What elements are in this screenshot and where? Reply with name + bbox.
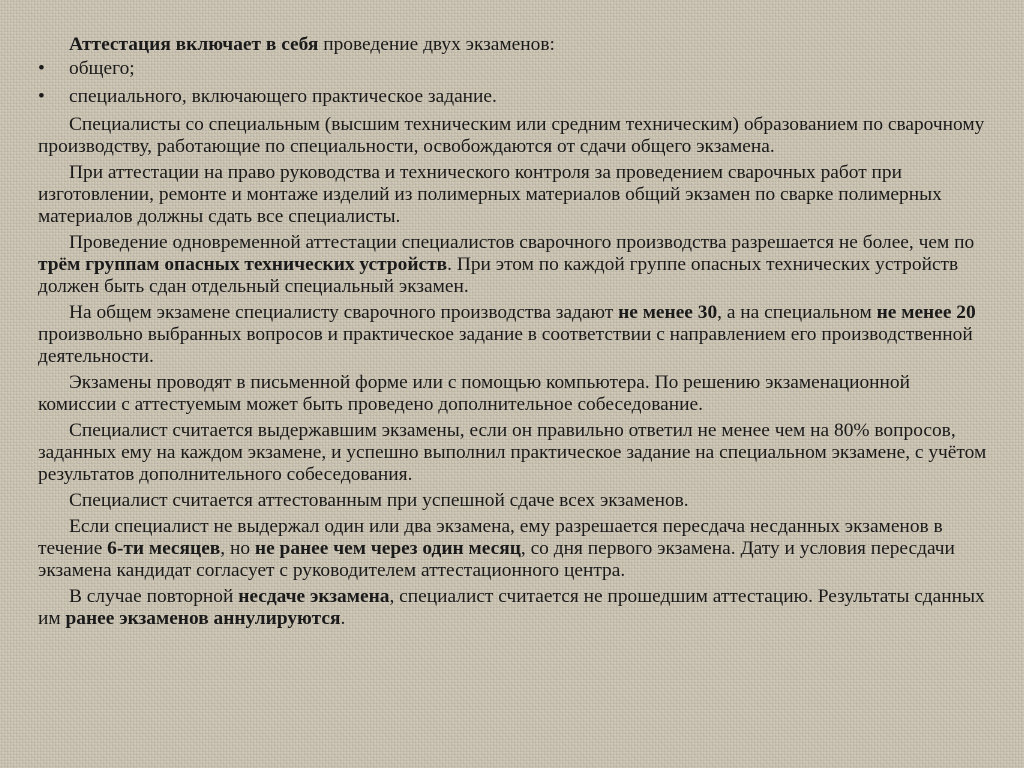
paragraph-form: Экзамены проводят в письменной форме или с помощью компьютера. По решению экзаменационной комиссии с аттестуемым может быть проведено дополнительное собеседование. xyxy=(38,372,910,415)
bold-span: 6-ти месяцев xyxy=(107,538,221,559)
intro-paragraph xyxy=(38,34,988,56)
bold-span: не менее 20 xyxy=(876,302,976,323)
bold-span: трём группам опасных технических устройств xyxy=(38,254,448,275)
paragraph-questions xyxy=(38,302,988,368)
bold-span: не ранее чем через один месяц xyxy=(254,538,521,559)
paragraph-failure xyxy=(38,586,988,630)
text-span: , со дня первого экзамена. Дату и условия пересдачи экзамена кандидат согласует с руководителем аттестационного центра. xyxy=(38,538,955,581)
intro-bold: Аттестация включает в себя xyxy=(69,34,319,55)
intro-rest: проведение двух экзаменов: xyxy=(318,34,555,55)
bold-span: ранее экзаменов аннулируются xyxy=(65,608,341,629)
paragraph-passed: Специалист считается выдержавшим экзамены, если он правильно ответил не менее чем на 80% вопросов, заданных ему на каждом экзамене, и успешно выполнил практическое задание на специальном экзамене, с учётом результатов дополнительного собеседования. xyxy=(38,420,987,485)
paragraph-polymer: При аттестации на право руководства и технического контроля за проведением сварочных работ при изготовлении, ремонте и монтаже изделий из полимерных материалов общий экзамен по сварке полимерных материалов должны сдать все специалисты. xyxy=(38,162,942,227)
text-span: , но xyxy=(220,538,255,559)
text-span: В случае повторной xyxy=(69,586,239,607)
paragraph-exemption: Специалисты со специальным (высшим техническим или средним техническим) образованием по сварочному производству, работающие по специальности, освобождаются от сдачи общего экзамена. xyxy=(38,114,985,157)
list-item: • специального, включающего практическое задание. xyxy=(38,86,988,108)
paragraph-groups xyxy=(38,232,988,298)
text-span: Если специалист не выдержал один или два экзамена, ему разрешается пересдача несданных экзаменов в течение xyxy=(38,516,943,559)
text-span: На общем экзамене специалисту сварочного производства задают xyxy=(69,302,619,323)
text-span: , специалист считается не прошедшим аттестацию. Результаты сданных им xyxy=(38,586,985,629)
bold-span: не менее 30 xyxy=(618,302,718,323)
text-span: произвольно выбранных вопросов и практическое задание в соответствии с направлением его производственной деятельности. xyxy=(38,324,973,367)
slide-body xyxy=(38,34,988,634)
bold-span: несдаче экзамена xyxy=(238,586,390,607)
text-span: , а на специальном xyxy=(717,302,877,323)
text-span: . xyxy=(340,608,346,629)
paragraph-retake xyxy=(38,516,988,582)
exam-list xyxy=(38,58,988,108)
text-span: Проведение одновременной аттестации специалистов сварочного производства разрешается не более, чем по xyxy=(69,232,975,253)
paragraph-certified: Специалист считается аттестованным при успешной сдаче всех экзаменов. xyxy=(69,490,689,511)
list-item: • общего; xyxy=(38,58,988,80)
text-span: . При этом по каждой группе опасных технических устройств должен быть сдан отдельный специальный экзамен. xyxy=(38,254,959,297)
